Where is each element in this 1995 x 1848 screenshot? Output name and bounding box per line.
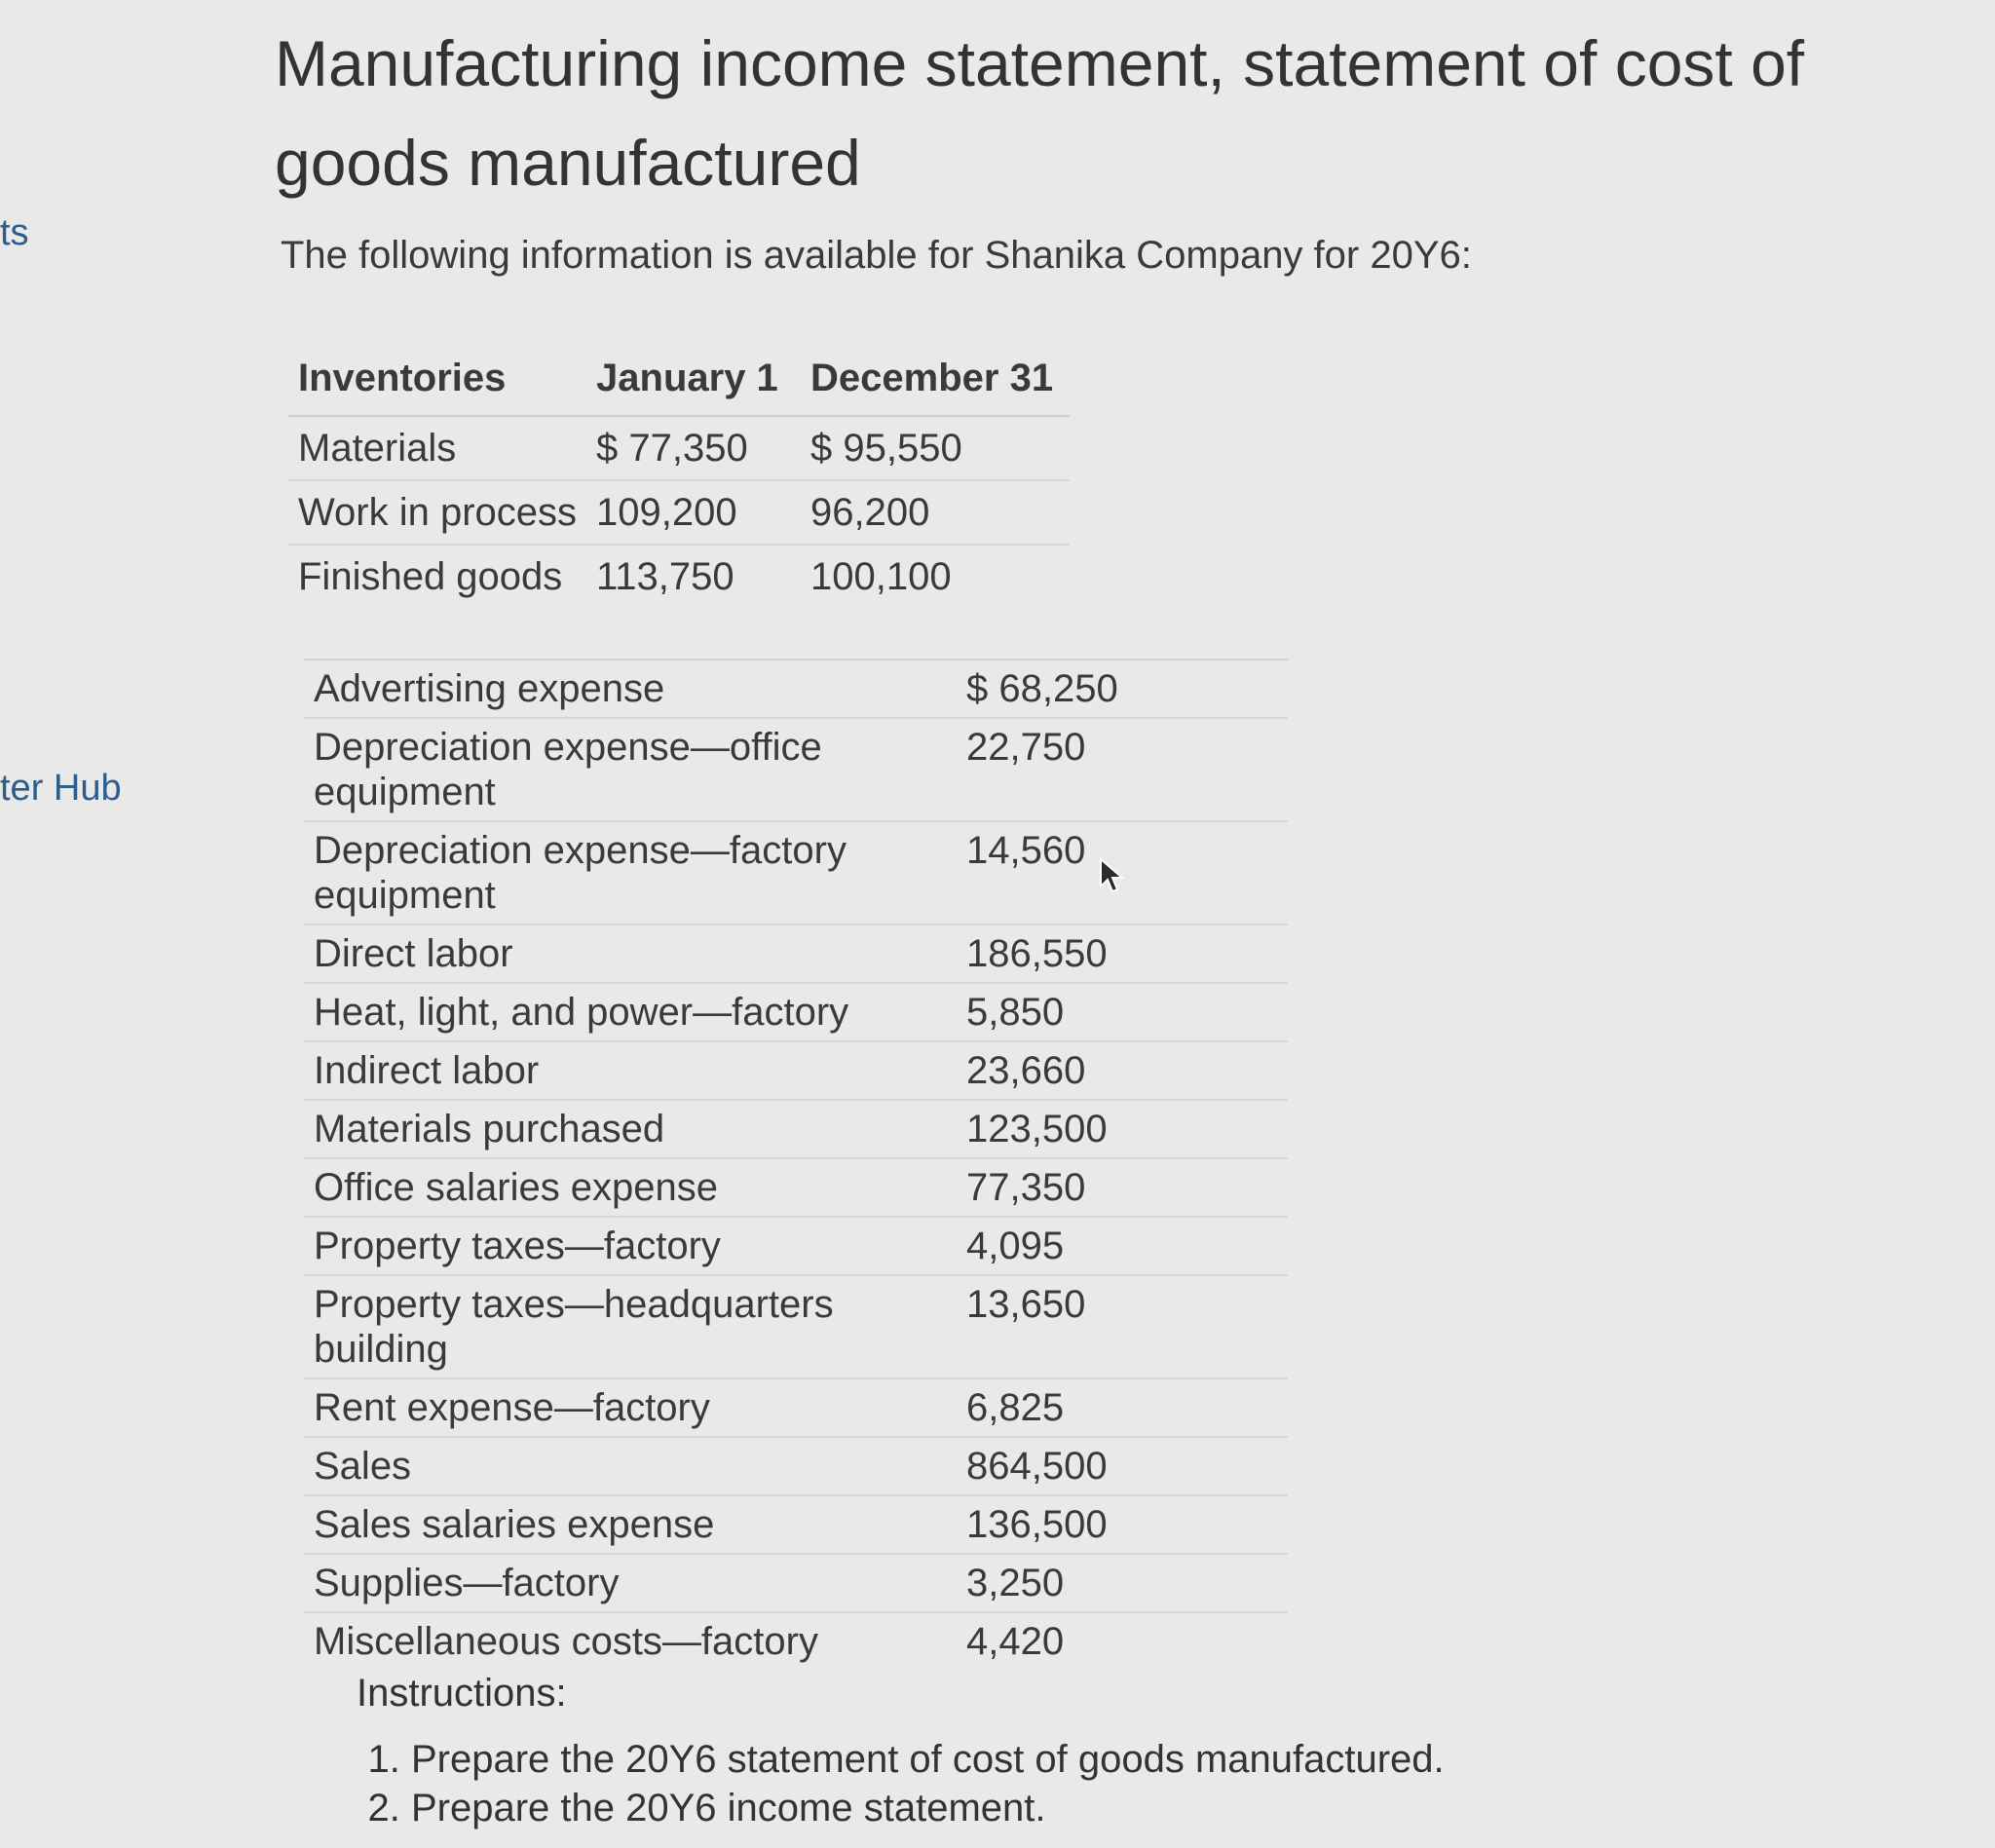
- expense-amount: 186,550: [927, 924, 1288, 983]
- table-row: [304, 1378, 1288, 1437]
- table-row: [304, 1275, 1288, 1378]
- expense-amount: 22,750: [927, 718, 1288, 821]
- intro-text: The following information is available for Shanika Company for 20Y6:: [281, 234, 1472, 277]
- column-header-january-1: January 1: [586, 341, 801, 416]
- inventory-dec31: 96,200: [801, 480, 1070, 545]
- expense-label: Sales salaries expense: [304, 1495, 927, 1554]
- inventory-jan1: $ 77,350: [586, 416, 801, 480]
- expense-label: Supplies—factory: [304, 1554, 927, 1612]
- expense-label: Property taxes—headquarters building: [304, 1275, 927, 1378]
- expense-amount: 13,650: [927, 1275, 1288, 1378]
- expense-label: Property taxes—factory: [304, 1217, 927, 1275]
- list-item: 2. Prepare the 20Y6 income statement.: [411, 1784, 1445, 1832]
- inventories-header-row: [288, 341, 1070, 416]
- inventory-label: Work in process: [288, 480, 586, 545]
- table-row: [304, 1554, 1288, 1612]
- inventory-dec31: 100,100: [810, 554, 952, 598]
- expense-amount: 6,825: [927, 1378, 1288, 1437]
- table-row: [304, 924, 1288, 983]
- expense-label: Materials purchased: [304, 1100, 927, 1158]
- inventory-jan1: 109,200: [586, 480, 801, 545]
- instructions-section: [357, 1672, 1445, 1832]
- table-row: [304, 1612, 1288, 1670]
- table-row: [304, 1437, 1288, 1495]
- table-row: [304, 983, 1288, 1041]
- expense-amount: 136,500: [927, 1495, 1288, 1554]
- instructions-list: [357, 1735, 1445, 1832]
- expense-amount: 4,095: [927, 1217, 1288, 1275]
- table-row: [304, 1041, 1288, 1100]
- left-nav: [0, 0, 156, 1848]
- table-row: [288, 480, 1070, 545]
- inventory-label: Materials: [288, 416, 586, 480]
- page-title: Manufacturing income statement, statement of cost of goods manufactured: [275, 27, 1805, 199]
- expense-label: Direct labor: [304, 924, 927, 983]
- expense-label: Indirect labor: [304, 1041, 927, 1100]
- inventory-dec31: $ 95,550: [801, 416, 1070, 480]
- list-item: 1. Prepare the 20Y6 statement of cost of goods manufactured.: [411, 1735, 1445, 1784]
- expense-amount: 77,350: [927, 1158, 1288, 1217]
- expense-label: Office salaries expense: [304, 1158, 927, 1217]
- expense-label: Depreciation expense—factory equipment: [304, 821, 927, 924]
- expense-label: Rent expense—factory: [304, 1378, 927, 1437]
- table-row: [304, 1495, 1288, 1554]
- expense-amount: 3,250: [927, 1554, 1288, 1612]
- expense-amount: 23,660: [927, 1041, 1288, 1100]
- expense-label: Advertising expense: [304, 660, 927, 718]
- expenses-table: [304, 659, 1288, 1670]
- column-header-inventories: Inventories: [288, 341, 586, 416]
- expense-amount: 864,500: [927, 1437, 1288, 1495]
- table-row: [288, 416, 1070, 480]
- table-row: [304, 660, 1288, 718]
- mouse-pointer-icon: [1099, 857, 1128, 894]
- expense-label: Sales: [304, 1437, 927, 1495]
- inventory-jan1: 113,750: [596, 554, 734, 598]
- instructions-heading: Instructions:: [357, 1672, 567, 1715]
- expense-amount: 5,850: [927, 983, 1288, 1041]
- expense-amount: 123,500: [927, 1100, 1288, 1158]
- expense-label: Depreciation expense—office equipment: [304, 718, 927, 821]
- table-row: [304, 821, 1288, 924]
- table-row: [304, 1100, 1288, 1158]
- expense-label: Miscellaneous costs—factory: [314, 1620, 818, 1663]
- table-row: [304, 1158, 1288, 1217]
- expense-label: Heat, light, and power—factory: [304, 983, 927, 1041]
- expense-amount: 14,560: [927, 821, 1288, 924]
- column-header-december-31: December 31: [801, 341, 1070, 416]
- inventory-label: Finished goods: [298, 554, 563, 598]
- nav-item-partial-2[interactable]: ter Hub: [0, 768, 122, 809]
- nav-item-partial-1[interactable]: ts: [0, 212, 29, 253]
- expense-amount: 4,420: [966, 1620, 1065, 1663]
- table-row: [304, 1217, 1288, 1275]
- expense-amount: $ 68,250: [927, 660, 1288, 718]
- table-row: [288, 545, 1070, 608]
- table-row: [304, 718, 1288, 821]
- inventories-table: [288, 341, 1070, 608]
